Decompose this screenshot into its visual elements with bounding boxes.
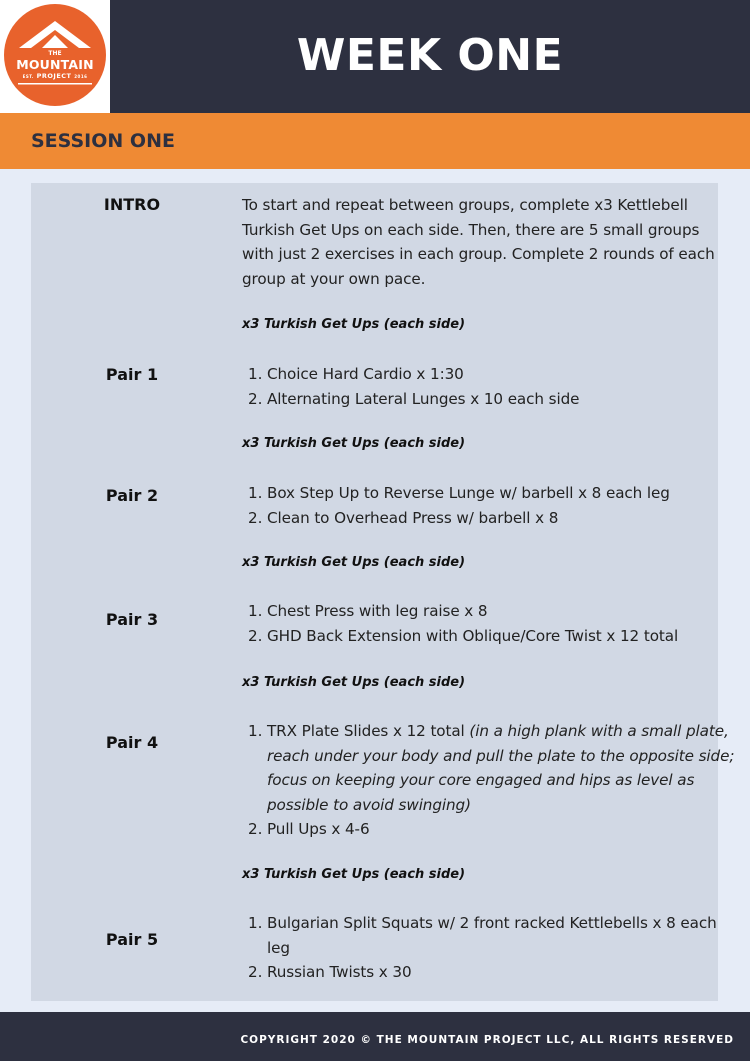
pair-3-list [242,599,742,648]
list-item: 2. GHD Back Extension with Oblique/Core Twist x 12 total [248,626,679,645]
pair-4-item-2: Pull Ups x 4-6 [267,820,370,838]
pair-3-item-2: GHD Back Extension with Oblique/Core Twist x 12 total [267,626,679,645]
logo-project-text [4,72,106,80]
logo [0,0,110,113]
pair-5-item-2: Russian Twists x 30 [267,963,412,981]
list-item: 1. Box Step Up to Reverse Lunge w/ barbell x 8 each leg [248,484,670,502]
pair-1-list [242,362,742,411]
list-item: 1. Bulgarian Split Squats w/ 2 front racked Kettlebells x 8 each leg [248,914,717,957]
workout-card [31,183,735,1001]
pair-2-label: Pair 2 [105,486,159,505]
pair-3-item-1: Chest Press with leg raise x 8 [267,602,488,620]
pair-5-item-1: Bulgarian Split Squats w/ 2 front racked Kettlebells x 8 each leg [267,914,717,957]
pair-1-item-2: Alternating Lateral Lunges x 10 each side [267,389,580,408]
pair-1-label: Pair 1 [105,365,159,384]
pair-4-list [242,719,742,842]
list-item: 1. Chest Press with leg raise x 8 [248,602,488,620]
turkish-getups-5: x3 Turkish Get Ups (each side) [242,867,466,882]
list-item: 2. Clean to Overhead Press w/ barbell x 8 [248,508,559,527]
pair-5-list [242,911,742,985]
turkish-getups-3: x3 Turkish Get Ups (each side) [242,555,466,570]
logo-the-text: THE [48,50,62,57]
pair-2-item-2: Clean to Overhead Press w/ barbell x 8 [267,508,559,527]
pair-4-item-1-note: (in a high plank with a small plate, reach under your body and pull the plate to the opposite side; focus on keeping your core engaged and hips as level as possible to avoid swinging) [267,722,735,814]
logo-badge [4,4,106,106]
logo-project-word: PROJECT [36,72,72,80]
pair-1-item-1: Choice Hard Cardio x 1:30 [267,365,464,383]
list-item: 1. Choice Hard Cardio x 1:30 [248,365,464,383]
list-item: 2. Alternating Lateral Lunges x 10 each side [248,389,580,408]
pair-2-list [242,481,742,530]
turkish-getups-4: x3 Turkish Get Ups (each side) [242,675,466,690]
logo-mountain-text: MOUNTAIN [16,57,94,72]
intro-text: To start and repeat between groups, complete x3 Kettlebell Turkish Get Ups on each side. Then, there are 5 small groups with just 2 exercises in each group. Complete 2 rounds of each group at your own pace. [242,196,715,288]
list-item: 2. Pull Ups x 4-6 [248,820,370,838]
pair-4-item-1: TRX Plate Slides x 12 total [267,722,465,740]
logo-est-left: EST. [22,74,34,79]
pair-4-label: Pair 4 [105,733,159,752]
list-item: 1. TRX Plate Slides x 12 total (in a high plank with a small plate, reach under your body and pull the plate to the opposite side; focus on keeping your core engaged and hips as level as possible to avoid swinging) [248,722,735,814]
turkish-getups-2: x3 Turkish Get Ups (each side) [242,436,466,451]
logo-est-right: 2016 [74,74,88,79]
pair-2-item-1: Box Step Up to Reverse Lunge w/ barbell x 8 each leg [267,484,670,502]
pair-3-label: Pair 3 [105,610,159,629]
turkish-getups-1: x3 Turkish Get Ups (each side) [242,317,466,332]
page-title: WEEK ONE [296,30,564,81]
copyright-text: COPYRIGHT 2020 © THE MOUNTAIN PROJECT LLC, ALL RIGHTS RESERVED [240,1034,734,1046]
intro-label: INTRO [103,195,161,214]
pair-5-label: Pair 5 [105,930,159,949]
session-title: SESSION ONE [31,130,175,152]
list-item: 2. Russian Twists x 30 [248,963,412,981]
